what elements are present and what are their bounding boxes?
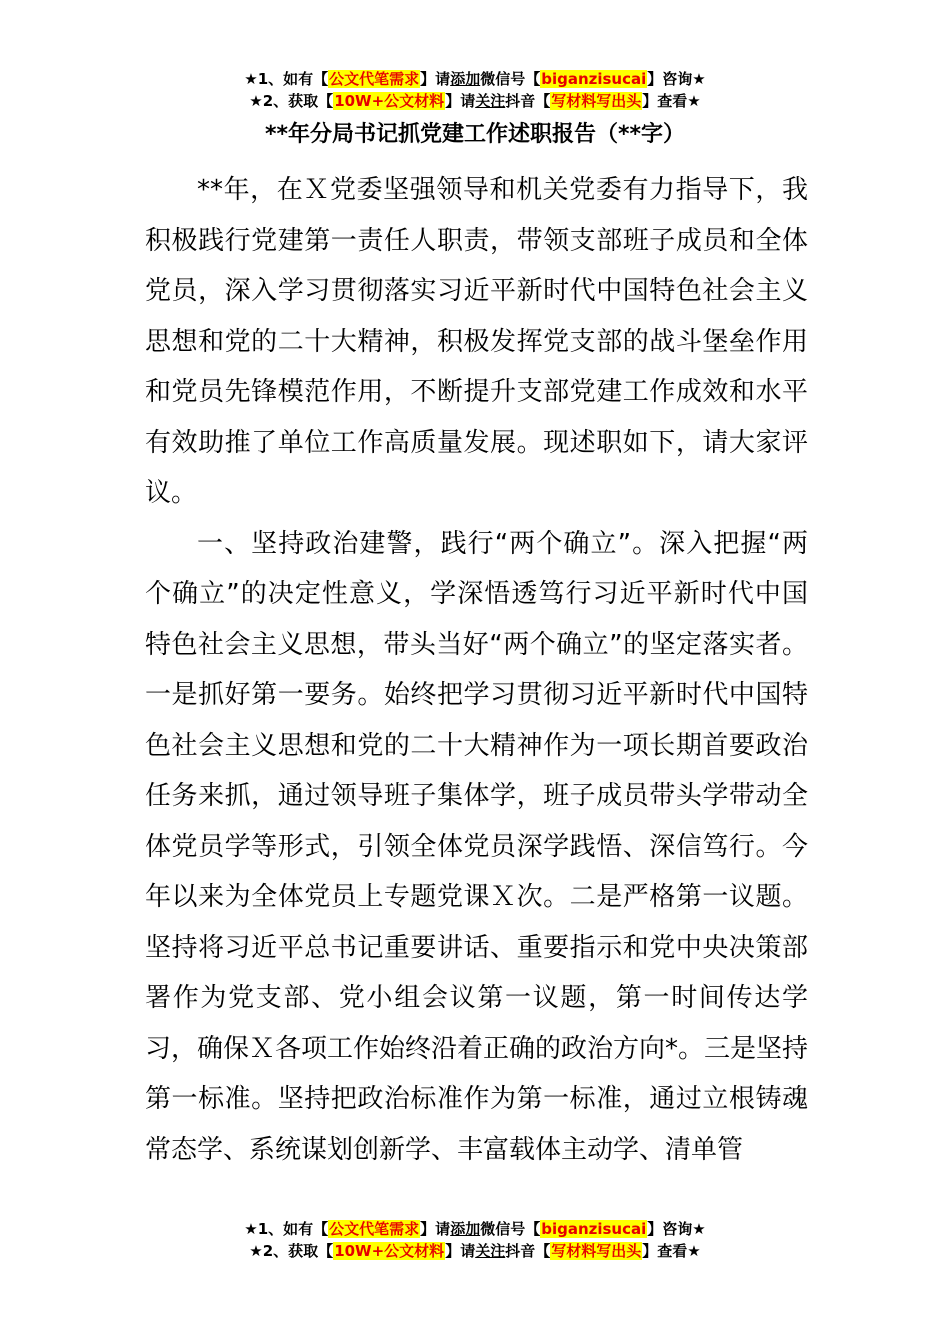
highlight-materials: 10W+公文材料 xyxy=(334,92,445,110)
document-title: **年分局书记抓党建工作述职报告（**字） xyxy=(264,122,686,147)
notice-line-1: ★1、如有【公文代笔需求】请添加微信号【biganzisucai】咨询★ xyxy=(244,70,706,88)
highlight-service: 公文代笔需求 xyxy=(329,1220,420,1238)
highlight-wechat-id: biganzisucai xyxy=(541,70,647,88)
notice-line-2: ★2、获取【10W+公文材料】请关注抖音【写材料写出头】查看★ xyxy=(249,92,701,110)
paragraph-section-1: 一、坚持政治建警，践行“两个确立”。深入把握“两个确立”的决定性意义，学深悟透笃行习近平新时代中国特色社会主义思想，带头当好“两个确立”的坚定落实者。一是抓好第一要务。始终把学习贯彻习近平新时代中国特色社会主义思想和党的二十大精神作为一项长期首要政治任务来抓，通过领导班子集体学，班子成员带头学带动全体党员学等形式，引领全体党员深学践悟、深信笃行。今年以来为全体党员上专题党课Ｘ次。二是严格第一议题。坚持将习近平总书记重要讲话、重要指示和党中央决策部署作为党支部、党小组会议第一议题，第一时间传达学习，确保Ｘ各项工作始终沿着正确的政治方向*。三是坚持第一标准。坚持把政治标准作为第一标准，通过立根铸魂常态学、系统谋划创新学、丰富载体主动学、清单管 xyxy=(145,528,809,1165)
highlight-douyin: 写材料写出头 xyxy=(551,92,642,110)
footer-notice xyxy=(0,1218,950,1262)
header-notice xyxy=(0,68,950,112)
notice-line-1: ★1、如有【公文代笔需求】请添加微信号【biganzisucai】咨询★ xyxy=(244,1220,706,1238)
highlight-service: 公文代笔需求 xyxy=(329,70,420,88)
paragraph-intro: **年，在Ｘ党委坚强领导和机关党委有力指导下，我积极践行党建第一责任人职责，带领支部班子成员和全体党员，深入学习贯彻落实习近平新时代中国特色社会主义思想和党的二十大精神，积极发挥党支部的战斗堡垒作用和党员先锋模范作用，不断提升支部党建工作成效和水平有效助推了单位工作高质量发展。现述职如下，请大家评议。 xyxy=(145,175,808,508)
highlight-materials: 10W+公文材料 xyxy=(334,1242,445,1260)
document-body xyxy=(145,165,808,1175)
highlight-wechat-id: biganzisucai xyxy=(541,1220,647,1238)
highlight-douyin: 写材料写出头 xyxy=(551,1242,642,1260)
notice-line-2: ★2、获取【10W+公文材料】请关注抖音【写材料写出头】查看★ xyxy=(249,1242,701,1260)
